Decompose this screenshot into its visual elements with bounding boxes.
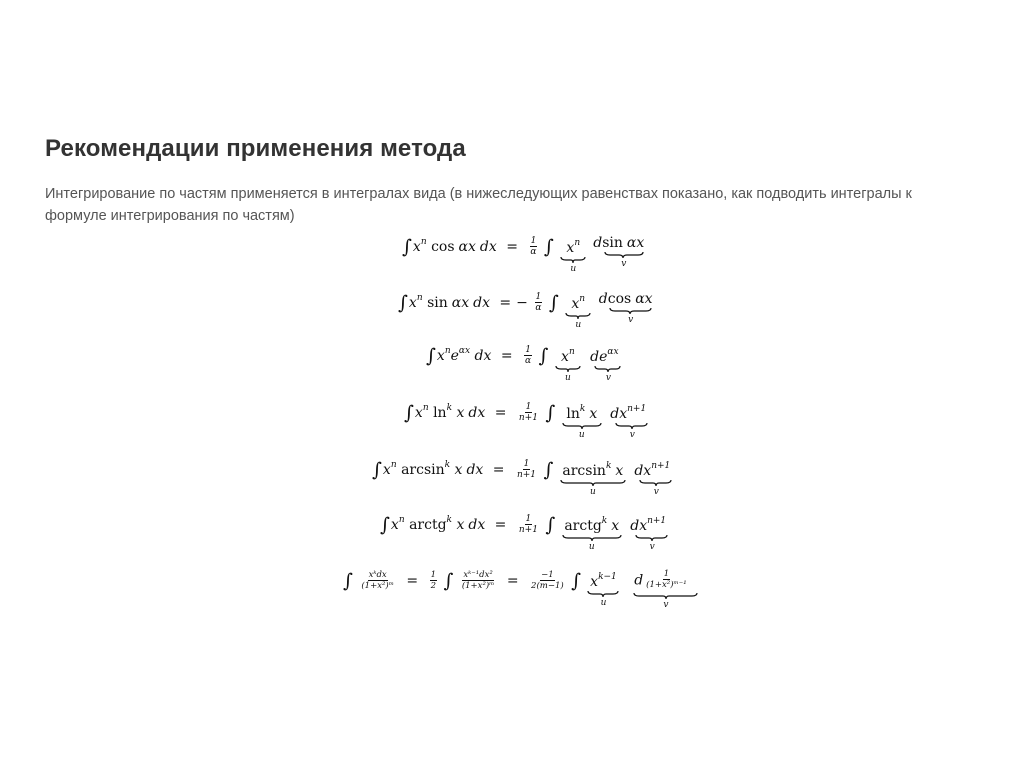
v-var: x (639, 518, 648, 534)
differential: d (630, 518, 640, 534)
denominator: (1+x²)ᵐ (361, 580, 394, 591)
formula-1 (402, 236, 646, 274)
fraction (529, 236, 537, 257)
u-exponent: k (601, 516, 608, 526)
u-fn: arctg (564, 518, 602, 534)
underbrace-v (593, 236, 645, 269)
denominator: 2(m−1) (531, 580, 564, 591)
differential: d (610, 406, 620, 422)
numerator: 1 (430, 569, 436, 580)
exponent: n (422, 403, 429, 413)
dx: dx (466, 462, 484, 478)
integral-sign: ∫ (402, 236, 412, 258)
integral-sign: ∫ (372, 459, 382, 481)
euler-e: e (450, 348, 459, 364)
v-arg: αx (626, 235, 645, 251)
exponent: n (420, 237, 427, 247)
var: x (456, 517, 465, 533)
u-expr: x (561, 349, 569, 365)
u-var: x (611, 518, 620, 534)
equals: = (494, 517, 507, 533)
fn-name: arctg (409, 517, 447, 533)
u-exponent: k (605, 461, 612, 471)
u-label: u (565, 373, 571, 383)
var: x (456, 405, 465, 421)
fraction (518, 514, 539, 535)
numerator: 1 (525, 513, 532, 524)
numerator: 1 (523, 458, 530, 469)
u-expr: x (571, 296, 580, 312)
fraction (430, 570, 437, 591)
u-expr: x (590, 574, 599, 590)
fraction (360, 570, 395, 591)
exponent: n (398, 515, 405, 525)
intro-paragraph (45, 183, 985, 227)
equals: = (500, 348, 513, 364)
exponent: k (446, 515, 452, 525)
dx: dx (474, 348, 492, 364)
denominator: n+1 (518, 412, 538, 423)
underbrace-u (587, 570, 619, 608)
differential: d (590, 349, 600, 365)
underbrace-u (565, 292, 591, 330)
integral-sign: ∫ (543, 459, 554, 481)
integral-sign: ∫ (543, 236, 554, 258)
integral-sign: ∫ (545, 514, 556, 536)
fn-name: cos (431, 239, 455, 255)
fn-name: ln (433, 405, 447, 421)
v-exponent: n+1 (647, 516, 667, 526)
fraction (461, 570, 496, 591)
equals: = (492, 462, 505, 478)
fraction (524, 345, 532, 366)
underbrace-v (626, 570, 698, 610)
v-label: v (621, 259, 627, 269)
v-arg: αx (635, 291, 653, 307)
v-var: x (643, 463, 652, 479)
underbrace-v (628, 514, 668, 552)
v-label: v (605, 373, 611, 383)
formula-5 (372, 459, 673, 497)
var: x (382, 462, 391, 478)
intro-line-1: Интегрирование по частям применяется в интегралах вида (в нижеследующих равенствах показано, как подводить интегралы к (45, 186, 912, 202)
u-expr: x (566, 240, 575, 256)
underbrace-v (608, 402, 648, 440)
u-exponent: n (574, 238, 581, 248)
u-exponent: n (579, 294, 586, 304)
numerator: 1 (525, 401, 532, 412)
v-label: v (663, 600, 669, 610)
v-label: v (629, 430, 635, 440)
denominator: α (525, 355, 532, 366)
v-exponent: n+1 (627, 404, 647, 414)
exponent: n (444, 346, 451, 356)
denominator: α (535, 302, 542, 313)
u-label: u (600, 598, 607, 608)
integral-sign: ∫ (538, 345, 549, 367)
u-var: x (589, 406, 598, 422)
var: x (454, 462, 463, 478)
dx: dx (468, 517, 486, 533)
integral-sign: ∫ (426, 345, 436, 367)
denominator: (1+x²)ᵐ⁻¹ (646, 580, 687, 590)
underbrace-u (555, 345, 581, 383)
formula-6 (380, 514, 669, 552)
fraction (518, 402, 539, 423)
numerator: 1 (530, 235, 537, 246)
fn-name: arcsin (401, 462, 445, 478)
v-var: x (619, 406, 628, 422)
fraction (645, 569, 687, 590)
u-exponent: k−1 (598, 572, 617, 582)
u-label: u (578, 430, 585, 440)
integral-sign: ∫ (398, 292, 408, 314)
formula-3 (426, 345, 622, 383)
v-exponent: αx (607, 347, 619, 357)
intro-line-2: формуле интегрирования по частям) (45, 208, 295, 224)
equals: = (494, 405, 507, 421)
u-label: u (589, 487, 596, 497)
formula-2 (398, 292, 655, 330)
denominator: n+1 (516, 469, 537, 480)
u-exponent: k (579, 404, 586, 414)
integral-sign: ∫ (404, 402, 414, 424)
denominator: (1+x²)ᵐ (461, 580, 495, 591)
exponent: k (446, 403, 453, 413)
dx: dx (468, 405, 486, 421)
underbrace-v (598, 292, 654, 325)
numerator: 1 (535, 291, 542, 302)
u-label: u (588, 542, 595, 552)
differential: d (598, 291, 608, 307)
underbrace-u (560, 459, 626, 497)
v-e: e (599, 349, 608, 365)
equals: = (499, 295, 512, 311)
exponent: k (444, 460, 451, 470)
numerator: 1 (663, 569, 670, 579)
u-fn: arcsin (562, 463, 606, 479)
denominator: n+1 (518, 524, 538, 535)
denominator: α (530, 246, 537, 257)
integral-sign: ∫ (380, 514, 390, 536)
integral-sign: ∫ (545, 402, 556, 424)
v-fn: sin (602, 235, 623, 251)
exponent: n (390, 460, 397, 470)
denominator: 2 (430, 580, 436, 591)
v-label: v (649, 542, 655, 552)
fraction (516, 459, 537, 480)
equals: = (506, 239, 518, 255)
equals: = (406, 573, 419, 589)
underbrace-u (560, 236, 586, 274)
arg: αx (458, 239, 476, 255)
fn-name: sin (427, 295, 448, 311)
numerator: 1 (525, 344, 531, 355)
exponent: αx (458, 346, 471, 356)
v-fn: cos (607, 291, 632, 307)
numerator: xᵏ⁻¹dx² (463, 569, 493, 580)
u-var: x (615, 463, 624, 479)
fraction (534, 292, 542, 313)
section-heading: Рекомендации применения метода (45, 135, 466, 162)
minus: − (516, 295, 528, 311)
integral-sign: ∫ (548, 292, 559, 314)
exponent: n (416, 293, 423, 303)
arg: αx (451, 295, 470, 311)
u-label: u (575, 320, 582, 330)
fraction (530, 570, 565, 591)
v-label: v (653, 487, 659, 497)
dx: dx (473, 295, 490, 311)
underbrace-u (562, 514, 622, 552)
differential: d (593, 235, 603, 251)
integral-sign: ∫ (571, 570, 582, 592)
u-label: u (570, 264, 577, 274)
var: x (390, 517, 399, 533)
integral-sign: ∫ (343, 570, 353, 592)
underbrace-v (587, 345, 621, 383)
var: x (436, 348, 445, 364)
differential: d (634, 572, 644, 589)
underbrace-v (632, 459, 672, 497)
formula-4 (404, 402, 649, 440)
var: x (414, 405, 423, 421)
u-fn: ln (566, 406, 580, 422)
underbrace-u (562, 402, 602, 440)
dx: dx (479, 239, 497, 255)
integral-sign: ∫ (443, 570, 454, 592)
equals: = (506, 573, 519, 589)
v-exponent: n+1 (651, 461, 671, 471)
differential: d (634, 463, 644, 479)
var: x (412, 239, 421, 255)
formula-7 (343, 570, 699, 610)
var: x (408, 295, 417, 311)
v-label: v (628, 315, 634, 325)
numerator: xᵏdx (368, 569, 387, 580)
u-exponent: n (568, 347, 575, 357)
numerator: −1 (541, 569, 554, 580)
